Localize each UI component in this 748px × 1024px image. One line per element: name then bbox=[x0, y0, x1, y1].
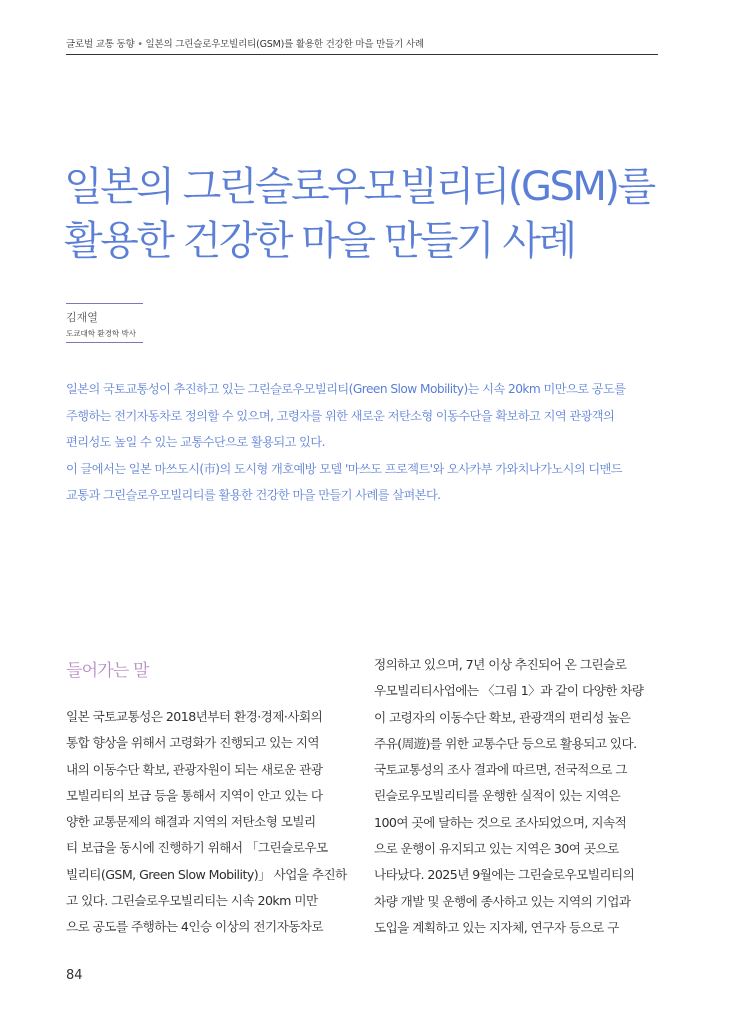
abstract-line: 이 글에서는 일본 마쓰도시(市)의 도시형 개호예방 모델 '마쓰도 프로젝트'와 오사카부 가와치나가노시의 디맨드 bbox=[66, 461, 623, 476]
abstract bbox=[66, 376, 666, 509]
abstract-line: 일본의 국토교통성이 추진하고 있는 그린슬로우모빌리티(Green Slow Mobility)는 시속 20km 미만으로 공도를 bbox=[66, 382, 626, 396]
page-number: 84 bbox=[66, 968, 83, 983]
body-line: 고 있다. 그린슬로우모빌리티는 시속 20km 미만 bbox=[66, 893, 318, 909]
body-line: 이 고령자의 이동수단 확보, 관광객의 편리성 높은 bbox=[374, 709, 631, 725]
author-name: 김재열 bbox=[66, 311, 98, 324]
body-line: 100여 곳에 달하는 것으로 조사되었으며, 지속적 bbox=[374, 814, 627, 830]
body-line: 으로 공도를 주행하는 4인승 이상의 전기자동차로 bbox=[66, 919, 324, 935]
body-line: 으로 운행이 유지되고 있는 지역은 30여 곳으로 bbox=[374, 841, 619, 857]
author-divider-top bbox=[66, 303, 143, 304]
body-column-right bbox=[374, 652, 662, 941]
body-line: 모빌리티의 보급 등을 통해서 지역이 안고 있는 다 bbox=[66, 787, 323, 803]
body-line: 통합 향상을 위해서 고령화가 진행되고 있는 지역 bbox=[66, 735, 320, 751]
body-line: 일본 국토교통성은 2018년부터 환경·경제·사회의 bbox=[66, 709, 323, 724]
body-line: 티 보급을 동시에 진행하기 위해서 「그린슬로우모 bbox=[66, 840, 328, 856]
running-head bbox=[66, 36, 424, 50]
body-line: 빌리티(GSM, Green Slow Mobility)」 사업을 추진하 bbox=[66, 866, 347, 882]
abstract-line: 편리성도 높일 수 있는 교통수단으로 활용되고 있다. bbox=[66, 435, 325, 449]
body-column-left bbox=[66, 704, 354, 941]
running-head-separator: • bbox=[137, 39, 143, 50]
body-line: 우모빌리티사업에는 〈그림 1〉과 같이 다양한 차량 bbox=[374, 683, 644, 699]
body-line: 주유(周遊)를 위한 교통수단 등으로 활용되고 있다. bbox=[374, 735, 637, 751]
body-line: 국토교통성의 조사 결과에 따르면, 전국적으로 그 bbox=[374, 762, 628, 778]
body-line: 차량 개발 및 운행에 종사하고 있는 지역의 기업과 bbox=[374, 893, 631, 909]
article-title-line-2: 활용한 건강한 마을 만들기 사례 bbox=[64, 218, 575, 264]
article-title-line-1: 일본의 그린슬로우모빌리티(GSM)를 bbox=[64, 164, 654, 210]
running-head-section: 글로벌 교통 동향 bbox=[66, 39, 135, 50]
body-line: 린슬로우모빌리티를 운행한 실적이 있는 지역은 bbox=[374, 788, 621, 804]
author-affiliation: 도쿄대학 환경학 박사 bbox=[66, 329, 136, 338]
body-line: 양한 교통문제의 해결과 지역의 저탄소형 모빌리 bbox=[66, 814, 316, 830]
body-line: 내의 이동수단 확보, 관광자원이 되는 새로운 관광 bbox=[66, 761, 323, 777]
article-title bbox=[64, 160, 684, 268]
abstract-line: 교통과 그린슬로우모빌리티를 활용한 건강한 마을 만들기 사례를 살펴본다. bbox=[66, 488, 441, 502]
author-divider-bottom bbox=[66, 342, 143, 343]
body-line: 도입을 계획하고 있는 지자체, 연구자 등으로 구 bbox=[374, 919, 619, 935]
section-heading: 들어가는 말 bbox=[66, 661, 149, 681]
header-divider bbox=[66, 54, 658, 55]
body-line: 나타났다. 2025년 9월에는 그린슬로우모빌리티의 bbox=[374, 867, 635, 883]
body-line: 정의하고 있으며, 7년 이상 추진되어 온 그린슬로 bbox=[374, 657, 627, 672]
abstract-line: 주행하는 전기자동차로 정의할 수 있으며, 고령자를 위한 새로운 저탄소형 이동수단을 확보하고 지역 관광객의 bbox=[66, 408, 615, 423]
running-head-article: 일본의 그린슬로우모빌리티(GSM)를 활용한 건강한 마을 만들기 사례 bbox=[145, 39, 424, 50]
